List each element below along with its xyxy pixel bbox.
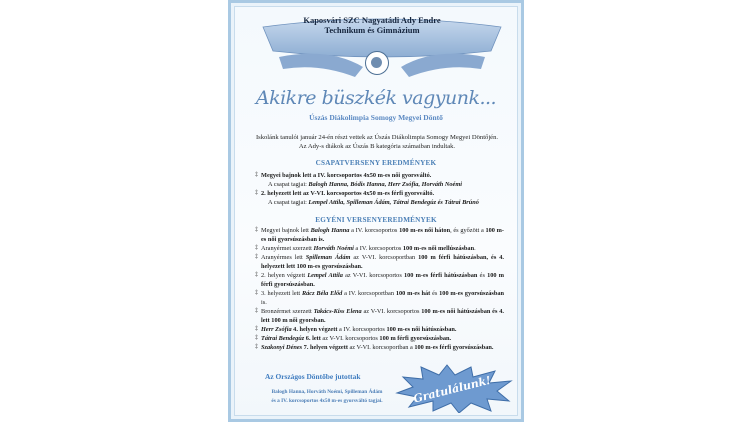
result-text: az V-VI. korcsoportos — [320, 335, 380, 342]
school-emblem-icon — [365, 51, 389, 75]
team-result-text: Megyei bajnok lett a IV. korcsoportos 4x50 m-es női gyorsváltó. — [261, 172, 432, 179]
team-result-text: 2. helyezett lett az V-VI. korcsoportos 4x50 m-es férfi gyorsváltó. — [261, 190, 435, 197]
result-text: a IV. korcsoportos — [353, 245, 403, 252]
athlete-name: Horváth Noémi — [313, 245, 354, 252]
subtitle: Úszás Diákolimpia Somogy Megyei Döntő — [309, 113, 443, 122]
congratulations-text: Gratulálunk! — [412, 373, 493, 406]
intro-line1: Iskolánk tanulói január 24-én részt vettek az Úszás Diákolimpia Somogy Megyei Döntőjén. — [255, 134, 499, 141]
result-text: a IV. korcsoportos — [337, 326, 387, 333]
result-text: 6. lett — [304, 335, 321, 342]
result-text: Megyei bajnok lett — [261, 227, 311, 234]
team-members-prefix: A csapat tagjai: — [268, 181, 307, 188]
result-text: , és győzött a — [450, 227, 486, 234]
result-text: . — [474, 245, 476, 252]
intro-line2: Az Ady-s diákok az Úszás B kategória számaiban indultak. — [298, 143, 456, 150]
intro-paragraph — [247, 133, 507, 151]
athlete-name: Rácz Béla Előd — [301, 290, 343, 297]
event-name: 100 m férfi gyorsúszásban. — [261, 272, 505, 288]
school-name — [271, 15, 473, 35]
national-finals-line1: Balogh Hanna, Horváth Noémi, Spilleman Ádám — [271, 389, 383, 395]
team-results-heading: CSAPATVERSENY EREDMÉNYEK — [315, 159, 437, 167]
event-name: 100 m férfi hátúszásban — [418, 254, 487, 261]
event-name: 100 m-es női mellúszásban — [402, 245, 475, 252]
result-text: is. — [261, 299, 267, 306]
result-text: 2. helyen végzett — [261, 272, 308, 279]
athlete-name: Balogh Hanna — [310, 227, 350, 234]
event-name: , és 4. helyezett lett 100 m-es gyorsúszásban. — [261, 254, 504, 270]
athlete-name: Spilleman Ádám — [305, 254, 351, 261]
poster — [228, 0, 524, 422]
event-name: 100 m-es női gyorsúszásban is. — [261, 227, 504, 243]
poster-inner — [234, 6, 518, 416]
athlete-name: Szakonyi Dénes — [261, 344, 303, 351]
result-text: az V-VI. korcsoportban a — [347, 344, 415, 351]
team-result-item — [255, 171, 504, 180]
team-members-item — [255, 180, 504, 189]
team-members-item — [255, 198, 504, 207]
team-results-list — [255, 171, 504, 207]
event-name: 100 m-es női hátúszásban. — [386, 326, 457, 333]
result-text: az V-VI. korcsoportban — [350, 254, 419, 261]
event-name: 100 m-es férfi gyorsúszásban. — [414, 344, 494, 351]
individual-result-item — [255, 325, 504, 334]
school-name-line1: Kaposvári SZC Nagyatádi Ady Endre — [303, 15, 441, 25]
result-text: Aranyérmes lett — [261, 254, 306, 261]
individual-result-item — [255, 289, 504, 307]
national-finals-names — [257, 388, 397, 405]
individual-results-heading: EGYÉNI VERSENYEREDMÉNYEK — [315, 216, 437, 224]
individual-results-list — [255, 226, 504, 352]
event-name: 100 m-es hát — [395, 290, 431, 297]
team-result-item — [255, 189, 504, 198]
event-name: 100 m férfi gyorsúszásban. — [379, 335, 452, 342]
individual-result-item — [255, 343, 504, 352]
result-text: a IV. korcsoportban — [342, 290, 396, 297]
individual-result-item — [255, 244, 504, 253]
team-members-names: Lempel Attila, Spilleman Ádám, Tátrai Bendegúz és Tátrai Brúnó — [308, 199, 479, 206]
individual-result-item — [255, 334, 504, 343]
school-name-line2: Technikum és Gimnázium — [324, 25, 420, 35]
result-text: és — [430, 290, 440, 297]
result-text: a IV. korcsoportos — [349, 227, 400, 234]
headline: Akikre büszkék vagyunk... — [255, 87, 497, 109]
event-name: 100 m-es női háton — [399, 227, 451, 234]
result-text: 4. helyen végzett — [291, 326, 338, 333]
individual-result-item — [255, 226, 504, 244]
event-name: 100 m-es gyorsúszásban — [439, 290, 504, 297]
congratulations-badge — [395, 363, 513, 413]
result-text: 3. helyezett lett — [261, 290, 302, 297]
national-finals-heading: Az Országos Döntőbe jutottak — [265, 372, 361, 381]
result-text: Bronzérmet szerzett — [261, 308, 314, 315]
team-members-prefix: A csapat tagjai: — [268, 199, 307, 206]
athlete-name: Herr Zsófia — [261, 326, 292, 333]
event-name: 100 m-es férfi hátúszásban — [404, 272, 478, 279]
result-text: az V-VI. korcsoportos — [361, 308, 422, 315]
national-finals-line2: és a IV. korcsoportos 4x50 m-es gyorsváltó tagjai. — [271, 397, 383, 404]
individual-result-item — [255, 307, 504, 325]
result-text: Aranyérmet szerzett — [261, 245, 314, 252]
athlete-name: Lempel Attila — [307, 272, 343, 279]
result-text: és — [477, 272, 488, 279]
athlete-name: Takács-Kiss Elena — [313, 308, 362, 315]
result-text: 7. helyen végzett — [302, 344, 348, 351]
individual-result-item — [255, 271, 504, 289]
team-members-names: Balogh Hanna, Bódis Hanna, Herr Zsófia, Horváth Noémi — [308, 181, 463, 188]
event-name: 100 m-es női hátúszásban és 4. lett 100 m női gyorsban. — [261, 308, 504, 324]
result-text: az V-VI. korcsoportos — [342, 272, 404, 279]
athlete-name: Tátrai Bendegúz — [261, 335, 305, 342]
individual-result-item — [255, 253, 504, 271]
